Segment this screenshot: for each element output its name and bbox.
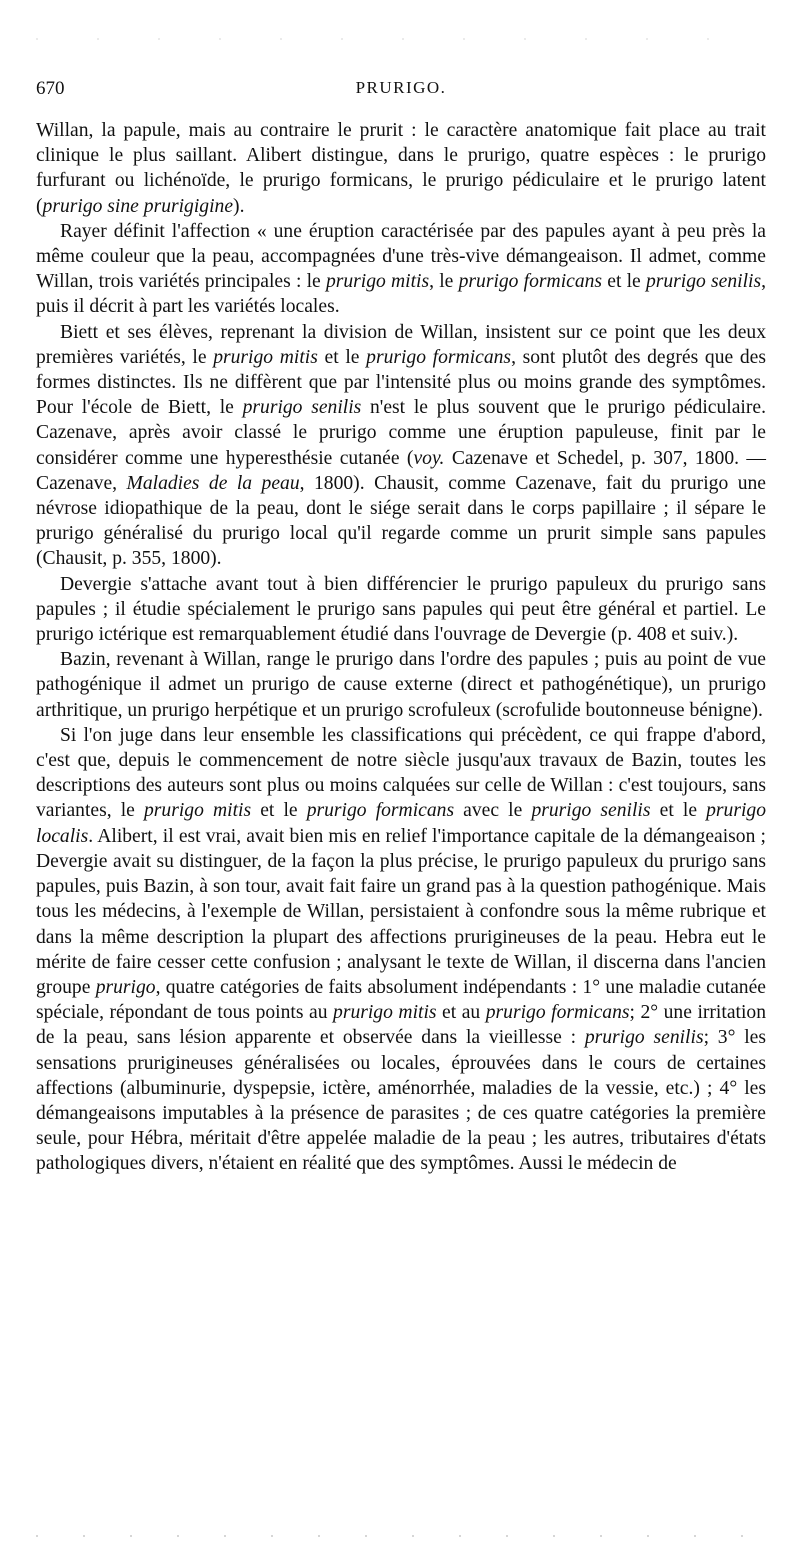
body-text bbox=[36, 118, 766, 1177]
paragraph bbox=[36, 572, 766, 648]
scan-noise-top bbox=[36, 38, 766, 40]
running-head bbox=[36, 78, 766, 118]
italic-run: prurigo senilis bbox=[242, 397, 362, 419]
italic-run: prurigo mitis bbox=[213, 346, 318, 368]
italic-run: prurigo senilis bbox=[645, 271, 762, 293]
text-run: ). bbox=[233, 195, 245, 217]
text-run: , puis il décrit à part les variétés locales. bbox=[36, 271, 767, 318]
text-run: et le bbox=[650, 800, 707, 822]
paragraph bbox=[36, 647, 766, 723]
italic-run: prurigo formicans bbox=[458, 271, 603, 293]
italic-run: prurigo sine prurigigine bbox=[42, 195, 234, 217]
text-run: , le bbox=[429, 271, 459, 293]
page-number: 670 bbox=[36, 78, 65, 99]
italic-run: Maladies de la peau bbox=[126, 472, 300, 494]
italic-run: prurigo mitis bbox=[333, 1002, 437, 1024]
text-run: Cazenave et Schedel, p. 307, 1800. — Cazenave, bbox=[36, 447, 766, 494]
text-run: avec le bbox=[454, 800, 532, 822]
text-run: , 1800). Chausit, comme Cazenave, fait du prurigo une névrose idiopathique de la peau, dont le siége serait dans le corps papillaire ; il sépare le prurigo généralisé du prurigo local qu'il regarde comme un prurit simple sans papules (Chausit, p. 355, 1800). bbox=[36, 472, 766, 570]
paragraph bbox=[36, 320, 766, 572]
italic-run: voy. bbox=[413, 447, 445, 469]
text-run: . Alibert, il est vrai, avait bien mis en relief l'importance capitale de la démangeaison ; Devergie avait su distinguer, de la façon la plus précise, le prurigo papuleux du prurigo sans papules, puis Bazin, à son tour, avait fait faire un grand pas à la question pathogénique. Mais tous les médecins, à l'exemple de Willan, persistaient à confondre sous la même rubrique et dans la même description la plupart des affections prurigineuses de la peau. Hebra eut le mérite de faire cesser cette confusion ; analysant le texte de Willan, il discerna dans l'ancien groupe bbox=[36, 825, 766, 998]
italic-run: prurigo formicans bbox=[485, 1002, 630, 1024]
running-title: PRURIGO. bbox=[355, 78, 447, 97]
paragraph bbox=[36, 219, 766, 320]
italic-run: prurigo formicans bbox=[366, 346, 512, 368]
text-run: et au bbox=[436, 1002, 486, 1024]
text-run: Biett et ses élèves, reprenant la division de Willan, insistent sur ce point que les deux premières variétés, le bbox=[36, 321, 766, 368]
text-run: , sont plutôt des degrés que des formes distinctes. Ils ne diffèrent que par l'intensité plus ou moins grande des symptômes. Pour l'école de Biett, le bbox=[36, 346, 766, 419]
text-run: et le bbox=[251, 800, 307, 822]
book-page bbox=[36, 78, 766, 1177]
text-run: Willan, la papule, mais au contraire le prurit : le caractère anatomique fait place au trait clinique le plus saillant. Alibert distingue, dans le prurigo, quatre espèces : le prurigo furfurant ou lichénoïde, le prurigo formicans, le prurigo pédiculaire et le prurigo latent ( bbox=[36, 120, 766, 217]
italic-run: prurigo senilis bbox=[584, 1027, 704, 1049]
text-run: ; 3° les sensations prurigineuses généralisées ou locales, éprouvées dans le cours de certaines affections (albuminurie, dyspepsie, ictère, aménorrhée, maladies de la vessie, etc.) ; 4° les démangeaisons imputables à la présence de parasites ; de ces quatre catégories la première seule, pour Hébra, méritait d'être appelée maladie de la peau ; les autres, tributaires d'états pathologiques divers, n'étaient en réalité que des symptômes. Aussi le médecin de bbox=[36, 1027, 766, 1175]
paragraph bbox=[36, 723, 766, 1177]
text-run: Bazin, revenant à Willan, range le prurigo dans l'ordre des papules ; puis au point de vue pathogénique il admet un prurigo de cause externe (direct et pathogénétique), un prurigo arthritique, un prurigo herpétique et un prurigo scrofuleux (scrofulide boutonneuse bénigne). bbox=[36, 649, 766, 721]
italic-run: prurigo mitis bbox=[325, 271, 430, 293]
text-run: Devergie s'attache avant tout à bien différencier le prurigo papuleux du prurigo sans papules ; il étudie spécialement le prurigo sans papules qui peut être général et partiel. Le prurigo ictérique est remarquablement étudié dans l'ouvrage de Devergie (p. 408 et suiv.). bbox=[36, 573, 766, 646]
text-run: Rayer définit l'affection « une éruption caractérisée par des papules ayant à peu près la même couleur que la peau, accompagnées d'une très-vive démangeaison. Il admet, comme Willan, trois variétés principales : le bbox=[36, 220, 766, 293]
text-run: n'est le plus souvent que le prurigo pédiculaire. Cazenave, après avoir classé le prurigo comme une éruption papuleuse, finit par le considérer comme une hyperesthésie cutanée ( bbox=[36, 397, 766, 469]
italic-run: prurigo senilis bbox=[531, 800, 651, 822]
italic-run: prurigo formicans bbox=[306, 800, 455, 822]
text-run: , quatre catégories de faits absolument indépendants : 1° une maladie cutanée spéciale, répondant de tous points au bbox=[36, 976, 766, 1024]
italic-run: prurigo localis bbox=[36, 800, 767, 847]
text-run: ; 2° une irritation de la peau, sans lésion apparente et observée dans la vieillesse : bbox=[36, 1002, 766, 1049]
italic-run: prurigo bbox=[95, 976, 156, 998]
text-run: Si l'on juge dans leur ensemble les classifications qui précèdent, ce qui frappe d'abord, c'est que, depuis le commencement de notre siècle jusqu'aux travaux de Bazin, toutes les descriptions des auteurs sont plus ou moins calquées sur celle de Willan : c'est toujours, sans variantes, le bbox=[36, 724, 766, 822]
text-run: et le bbox=[317, 346, 367, 368]
text-run: et le bbox=[602, 271, 646, 293]
italic-run: prurigo mitis bbox=[143, 800, 252, 822]
scan-noise-bottom bbox=[36, 1535, 766, 1537]
paragraph bbox=[36, 118, 766, 219]
